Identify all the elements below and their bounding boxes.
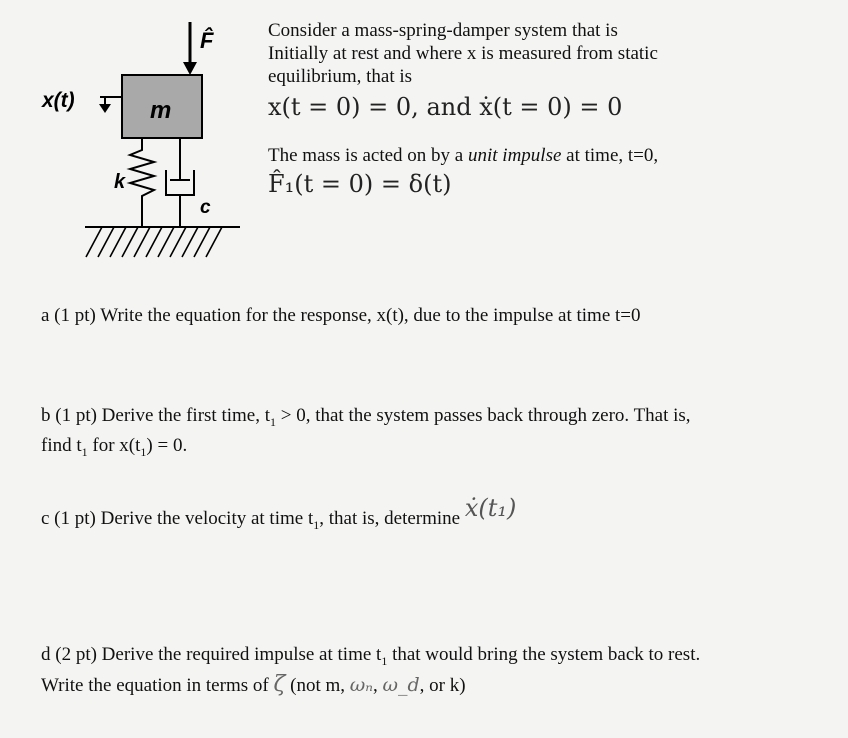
spring (130, 138, 154, 227)
question-a-text: a (1 pt) Write the equation for the response, x(t), due to the impulse at time t=0 (41, 305, 641, 326)
omega-n-symbol: ωₙ (349, 673, 373, 696)
question-d-line-1 (41, 643, 831, 673)
b-text-4: for x(t (87, 434, 141, 456)
damper-label: c (200, 197, 211, 218)
b-text-5: ) = 0. (146, 434, 188, 456)
b-sub-1: 1 (270, 414, 276, 429)
problem-intro (268, 19, 828, 201)
omega-d-symbol: ω_d (382, 673, 420, 696)
mass-spring-damper-diagram (30, 10, 260, 270)
ground-hatching (86, 227, 222, 257)
displacement-label: x(t) (42, 89, 75, 112)
b-sub-3: 1 (140, 444, 147, 459)
question-c-text (41, 494, 831, 537)
impulse-sentence (268, 144, 828, 167)
impulse-pre: The mass is acted on by a (268, 145, 468, 166)
question-b-line-1 (41, 404, 831, 434)
b-text-3: find t (41, 434, 82, 456)
force-arrowhead (183, 62, 197, 75)
intro-line-1: Consider a mass-spring-damper system that is (268, 20, 618, 41)
initial-conditions-equation: x(t = 0) = 0, and ẋ(t = 0) = 0 (268, 93, 623, 121)
question-a (41, 304, 831, 327)
question-b (41, 404, 831, 464)
b-text-1: b (1 pt) Derive the first time, t (41, 405, 270, 426)
mass-label: m (150, 97, 172, 124)
intro-line-2: Initially at rest and where x is measured from static (268, 43, 658, 64)
question-c (41, 494, 831, 537)
d-text-2: that would bring the system back to rest. (387, 644, 701, 665)
d-sub: 1 (381, 653, 388, 668)
velocity-math: ẋ(t₁) (464, 494, 517, 522)
d-sep: , (372, 674, 383, 696)
c-sub: 1 (313, 517, 320, 532)
d-text-3: Write the equation in terms of (41, 674, 274, 696)
b-text-2: > 0, that the system passes back through zero. That is, (276, 405, 691, 426)
impulse-post: at time, t=0, (561, 145, 659, 166)
d-text-4: (not m, (285, 674, 350, 696)
force-label: F̂ (200, 28, 214, 53)
c-text-1: c (1 pt) Derive the velocity at time t (41, 508, 314, 529)
spring-label: k (114, 171, 126, 193)
d-text-5: , or k) (419, 674, 466, 696)
question-d-line-2 (41, 673, 831, 697)
b-sub-2: 1 (81, 444, 88, 459)
intro-line-3: equilibrium, that is (268, 66, 413, 87)
impulse-emphasis: unit impulse (467, 145, 562, 166)
question-d (41, 643, 831, 697)
c-text-2: , that is, determine (319, 508, 465, 529)
displacement-arrowhead (99, 104, 111, 113)
question-b-line-2 (41, 434, 831, 464)
impulse-equation: F̂₁(t = 0) = δ(t) (268, 170, 452, 198)
zeta-symbol: ζ (273, 671, 286, 697)
d-text-1: d (2 pt) Derive the required impulse at time t (41, 644, 382, 665)
